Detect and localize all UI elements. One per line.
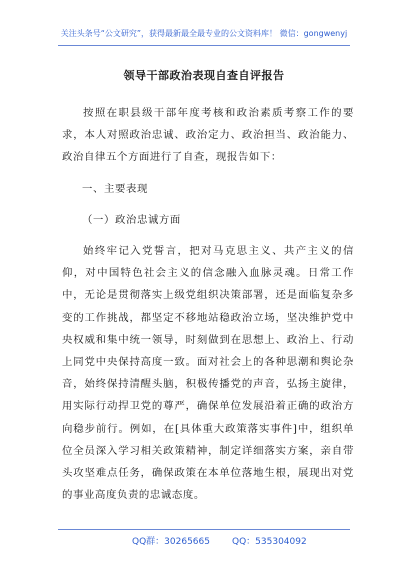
- qq-group-number: QQ群：30265665: [132, 537, 210, 547]
- document-title: 领导干部政治表现自查自评报告: [123, 69, 285, 82]
- header-divider: [58, 45, 350, 46]
- footer-divider: [58, 529, 350, 530]
- subsection-heading: （一）政治忠诚方面: [82, 214, 181, 226]
- body-paragraph: 始终牢记入党誓言，把对马克思主义、共产主义的信仰，对中国特色社会主义的信念融入血脉灵魂。日常工作中，无论是贯彻落实上级党组织决策部署，还是面临复杂多变的工作挑战，都坚定不移地站稳政治立场，坚决维护党中央权威和集中统一领导，时刻做到在思想上、政治上、行动上同党中央保持高度一致。面对社会上的各种思潮和舆论杂音，始终保持清醒头脑，积极传播党的声音，弘扬主旋律，用实际行动捍卫党的尊严，确保单位发展沿着正确的政治方向稳步前行。例如，在[具体重大政策落实事件]中，组织单位全员深入学习相关政策精神，制定详细落实方案，亲自带头攻坚难点任务，确保政策在本单位落地生根，展现出对党的事业高度负责的忠诚态度。: [62, 245, 354, 502]
- promo-banner: 关注头条号“公文研究”，获得最新最全最专业的公文资料库！ 微信：gongwenyj: [60, 29, 348, 38]
- intro-paragraph: 按照在职县级干部年度考核和政治素质考察工作的要求，本人对照政治忠诚、政治定力、政治担当、政治能力、政治自律五个方面进行了自查，现报告如下：: [62, 107, 354, 164]
- section-heading: 一、主要表现: [82, 183, 148, 195]
- qq-contact-number: QQ：535304092: [232, 537, 307, 547]
